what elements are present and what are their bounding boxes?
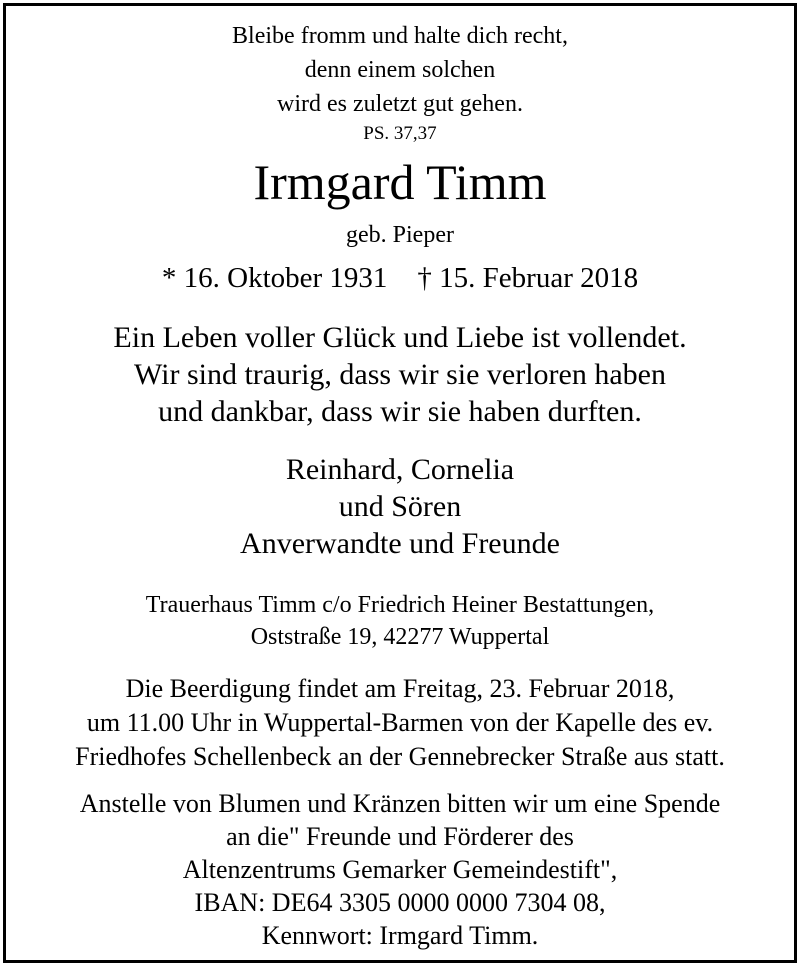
birth-name: geb. Pieper — [346, 222, 454, 248]
verse-line: denn einem solchen — [304, 57, 496, 83]
mourners-line: Anverwandte und Freunde — [240, 527, 560, 560]
death-date: † 15. Februar 2018 — [417, 262, 639, 294]
donation-line: Kennwort: Irmgard Timm. — [261, 921, 539, 950]
donation-line: an die" Freunde und Förderer des — [226, 822, 574, 851]
birth-date: * 16. Oktober 1931 — [161, 262, 388, 294]
donation-line: IBAN: DE64 3305 0000 0000 7304 08, — [194, 888, 606, 917]
funeral-line: Friedhofes Schellenbeck an der Gennebrecker Straße aus statt. — [75, 742, 725, 771]
message-line: Ein Leben voller Glück und Liebe ist vollendet. — [113, 321, 687, 354]
message-line: Wir sind traurig, dass wir sie verloren haben — [134, 358, 666, 391]
verse-line: wird es zuletzt gut gehen. — [277, 91, 523, 117]
verse-line: Bleibe fromm und halte dich recht, — [232, 23, 568, 49]
mourners-line: und Sören — [338, 490, 462, 523]
verse-reference: PS. 37,37 — [363, 123, 437, 144]
address-line: Trauerhaus Timm c/o Friedrich Heiner Bestattungen, — [145, 592, 655, 618]
funeral-line: Die Beerdigung findet am Freitag, 23. Februar 2018, — [125, 674, 675, 703]
obituary-notice — [3, 3, 797, 963]
deceased-name: Irmgard Timm — [253, 154, 547, 210]
funeral-line: um 11.00 Uhr in Wuppertal-Barmen von der Kapelle des ev. — [86, 708, 714, 737]
message-line: und dankbar, dass wir sie haben durften. — [158, 395, 642, 428]
address-line: Oststraße 19, 42277 Wuppertal — [250, 624, 550, 650]
mourners-line: Reinhard, Cornelia — [285, 453, 515, 486]
donation-line: Altenzentrums Gemarker Gemeindestift", — [182, 855, 618, 884]
donation-line: Anstelle von Blumen und Kränzen bitten wir um eine Spende — [79, 789, 721, 818]
life-dates — [6, 264, 794, 293]
